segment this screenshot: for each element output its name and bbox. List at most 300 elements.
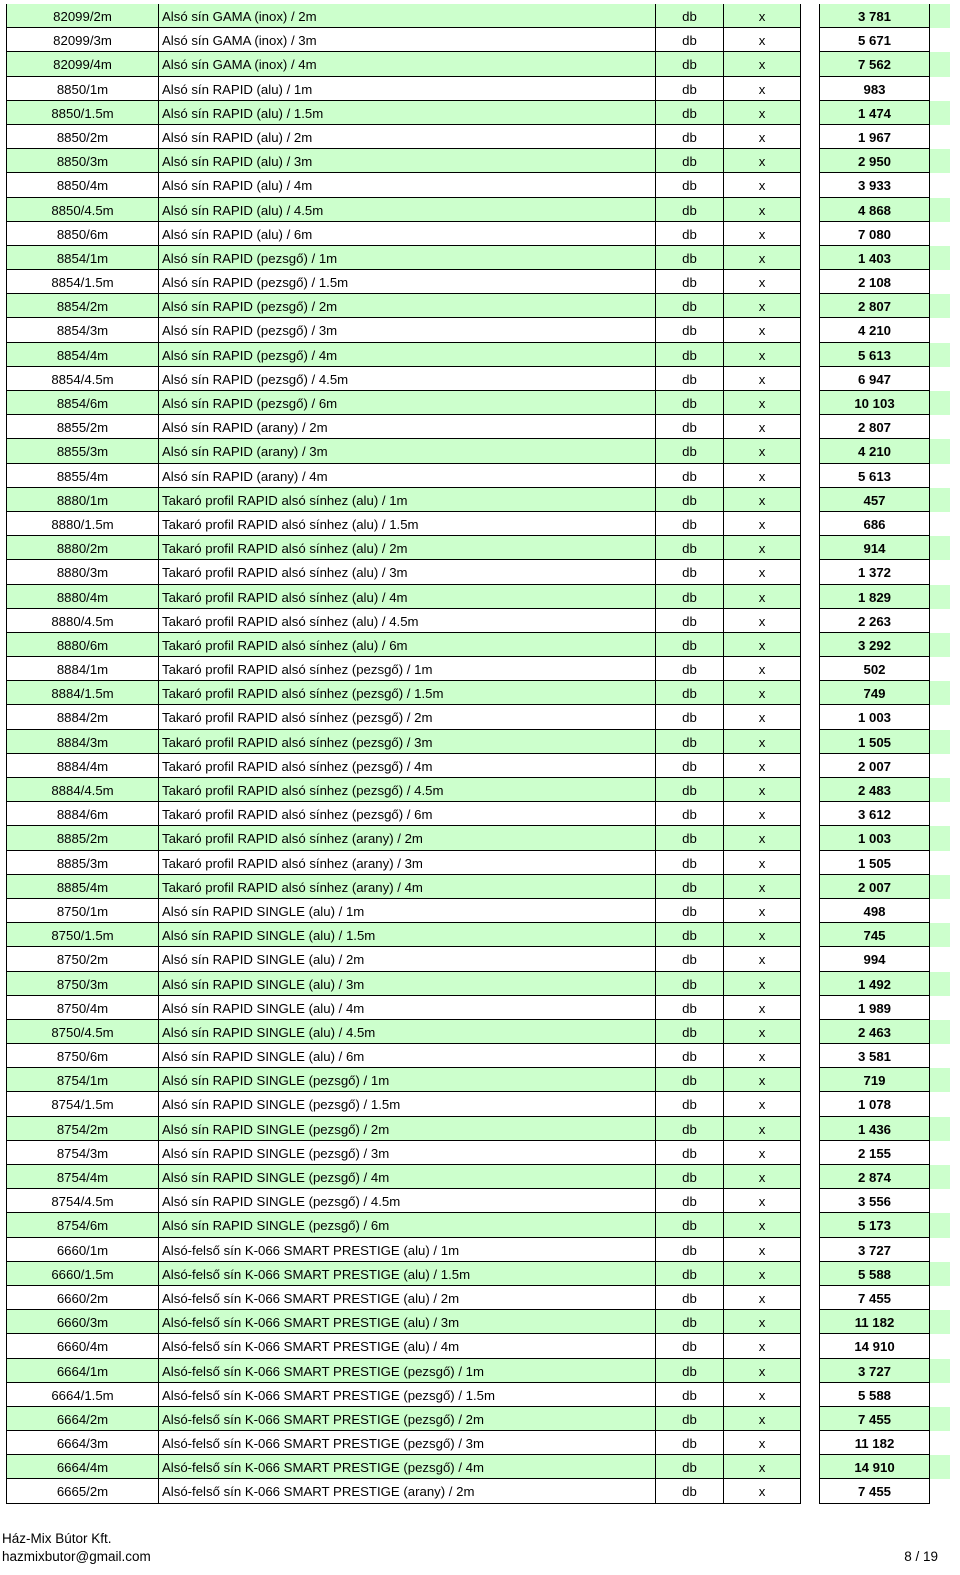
quantity-marker: x [724,222,801,246]
price: 1 436 [819,1117,930,1141]
product-code: 8850/1m [6,77,159,101]
product-name: Alsó sín RAPID (pezsgő) / 6m [159,391,656,415]
quantity-marker: x [724,101,801,125]
row-tail [930,488,950,512]
table-row [6,1310,950,1334]
quantity-marker: x [724,1238,801,1262]
row-tail [930,77,950,101]
unit: db [656,1262,724,1286]
price: 14 910 [819,1455,930,1479]
table-row [6,270,950,294]
table-row [6,681,950,705]
price: 1 505 [819,851,930,875]
price: 1 989 [819,996,930,1020]
product-code: 8854/1m [6,246,159,270]
product-name: Takaró profil RAPID alsó sínhez (alu) / 4m [159,585,656,609]
unit: db [656,391,724,415]
table-row [6,512,950,536]
price: 3 727 [819,1238,930,1262]
column-gap [801,173,819,197]
product-code: 6664/1.5m [6,1383,159,1407]
price: 2 007 [819,875,930,899]
quantity-marker: x [724,1117,801,1141]
price: 5 671 [819,28,930,52]
price: 1 505 [819,730,930,754]
table-row [6,1020,950,1044]
column-gap [801,270,819,294]
product-code: 6664/2m [6,1407,159,1431]
quantity-marker: x [724,318,801,342]
table-row [6,294,950,318]
quantity-marker: x [724,439,801,463]
quantity-marker: x [724,367,801,391]
column-gap [801,1068,819,1092]
product-name: Alsó sín GAMA (inox) / 2m [159,4,656,28]
quantity-marker: x [724,1141,801,1165]
product-code: 8854/4.5m [6,367,159,391]
price: 1 967 [819,125,930,149]
footer [2,1530,151,1566]
product-name: Takaró profil RAPID alsó sínhez (pezsgő) / 3m [159,730,656,754]
row-tail [930,681,950,705]
product-code: 8750/1.5m [6,923,159,947]
product-name: Alsó sín RAPID SINGLE (alu) / 1m [159,899,656,923]
row-tail [930,1262,950,1286]
table-row [6,1068,950,1092]
quantity-marker: x [724,198,801,222]
product-name: Alsó-felső sín K-066 SMART PRESTIGE (alu) / 3m [159,1310,656,1334]
product-name: Alsó sín GAMA (inox) / 4m [159,52,656,76]
price: 1 003 [819,705,930,729]
row-tail [930,149,950,173]
table-row [6,1189,950,1213]
company-email: hazmixbutor@gmail.com [2,1549,151,1564]
column-gap [801,1455,819,1479]
row-tail [930,923,950,947]
quantity-marker: x [724,28,801,52]
price: 3 933 [819,173,930,197]
table-row [6,1044,950,1068]
table-row [6,996,950,1020]
product-name: Alsó sín RAPID (alu) / 4m [159,173,656,197]
product-code: 8850/6m [6,222,159,246]
quantity-marker: x [724,1213,801,1237]
column-gap [801,899,819,923]
product-name: Alsó sín RAPID (arany) / 2m [159,415,656,439]
unit: db [656,1359,724,1383]
table-row [6,77,950,101]
column-gap [801,512,819,536]
price: 2 263 [819,609,930,633]
column-gap [801,996,819,1020]
product-code: 8885/3m [6,851,159,875]
row-tail [930,560,950,584]
quantity-marker: x [724,609,801,633]
quantity-marker: x [724,1092,801,1116]
table-row [6,439,950,463]
product-name: Alsó-felső sín K-066 SMART PRESTIGE (pezsgő) / 3m [159,1431,656,1455]
table-row [6,826,950,850]
row-tail [930,1213,950,1237]
price: 1 372 [819,560,930,584]
row-tail [930,754,950,778]
table-row [6,899,950,923]
column-gap [801,1286,819,1310]
unit: db [656,1189,724,1213]
quantity-marker: x [724,391,801,415]
column-gap [801,1213,819,1237]
quantity-marker: x [724,899,801,923]
unit: db [656,585,724,609]
product-code: 8750/3m [6,972,159,996]
product-code: 8754/3m [6,1141,159,1165]
table-row [6,1092,950,1116]
unit: db [656,198,724,222]
row-tail [930,1141,950,1165]
row-tail [930,222,950,246]
product-code: 6660/4m [6,1334,159,1358]
price: 5 588 [819,1262,930,1286]
quantity-marker: x [724,512,801,536]
unit: db [656,28,724,52]
unit: db [656,1141,724,1165]
unit: db [656,899,724,923]
product-code: 8750/1m [6,899,159,923]
price: 3 781 [819,4,930,28]
product-name: Alsó sín RAPID (pezsgő) / 1m [159,246,656,270]
column-gap [801,367,819,391]
table-row [6,657,950,681]
unit: db [656,1310,724,1334]
quantity-marker: x [724,802,801,826]
table-row [6,947,950,971]
table-row [6,246,950,270]
product-code: 8854/1.5m [6,270,159,294]
column-gap [801,1479,819,1503]
product-code: 8884/4.5m [6,778,159,802]
price: 4 210 [819,318,930,342]
product-code: 8884/1m [6,657,159,681]
quantity-marker: x [724,125,801,149]
table-row [6,1238,950,1262]
product-name: Alsó sín RAPID SINGLE (pezsgő) / 2m [159,1117,656,1141]
unit: db [656,1286,724,1310]
product-name: Alsó sín RAPID (arany) / 4m [159,464,656,488]
table-row [6,367,950,391]
product-name: Alsó sín RAPID SINGLE (pezsgő) / 3m [159,1141,656,1165]
row-tail [930,536,950,560]
price: 745 [819,923,930,947]
unit: db [656,754,724,778]
column-gap [801,923,819,947]
quantity-marker: x [724,1383,801,1407]
product-code: 8884/4m [6,754,159,778]
column-gap [801,28,819,52]
column-gap [801,488,819,512]
table-row [6,464,950,488]
unit: db [656,294,724,318]
product-code: 8854/2m [6,294,159,318]
row-tail [930,657,950,681]
price: 686 [819,512,930,536]
price: 3 581 [819,1044,930,1068]
row-tail [930,1068,950,1092]
price: 7 455 [819,1479,930,1503]
product-code: 8855/4m [6,464,159,488]
product-name: Alsó sín RAPID (pezsgő) / 2m [159,294,656,318]
row-tail [930,851,950,875]
row-tail [930,1359,950,1383]
table-row [6,705,950,729]
price: 1 403 [819,246,930,270]
product-name: Alsó sín RAPID (pezsgő) / 4.5m [159,367,656,391]
quantity-marker: x [724,1310,801,1334]
row-tail [930,1117,950,1141]
product-name: Alsó-felső sín K-066 SMART PRESTIGE (alu) / 1m [159,1238,656,1262]
table-row [6,4,950,28]
unit: db [656,875,724,899]
column-gap [801,125,819,149]
row-tail [930,1044,950,1068]
price: 2 463 [819,1020,930,1044]
price: 994 [819,947,930,971]
unit: db [656,802,724,826]
row-tail [930,246,950,270]
price: 1 474 [819,101,930,125]
product-code: 8754/4m [6,1165,159,1189]
unit: db [656,609,724,633]
column-gap [801,560,819,584]
row-tail [930,1479,950,1503]
quantity-marker: x [724,947,801,971]
product-code: 8855/2m [6,415,159,439]
row-tail [930,802,950,826]
quantity-marker: x [724,657,801,681]
unit: db [656,1068,724,1092]
price: 2 950 [819,149,930,173]
column-gap [801,657,819,681]
column-gap [801,1092,819,1116]
row-tail [930,294,950,318]
row-tail [930,1431,950,1455]
quantity-marker: x [724,560,801,584]
price: 1 492 [819,972,930,996]
row-tail [930,778,950,802]
row-tail [930,198,950,222]
product-name: Alsó sín RAPID SINGLE (pezsgő) / 1m [159,1068,656,1092]
product-code: 8854/6m [6,391,159,415]
product-name: Alsó-felső sín K-066 SMART PRESTIGE (pezsgő) / 1m [159,1359,656,1383]
product-name: Alsó-felső sín K-066 SMART PRESTIGE (arany) / 2m [159,1479,656,1503]
unit: db [656,851,724,875]
table-row [6,1383,950,1407]
table-row [6,1286,950,1310]
table-row [6,1407,950,1431]
table-row [6,1141,950,1165]
price: 4 868 [819,198,930,222]
product-name: Takaró profil RAPID alsó sínhez (arany) / 3m [159,851,656,875]
quantity-marker: x [724,1455,801,1479]
quantity-marker: x [724,149,801,173]
quantity-marker: x [724,415,801,439]
row-tail [930,415,950,439]
price: 498 [819,899,930,923]
table-row [6,125,950,149]
product-code: 6665/2m [6,1479,159,1503]
row-tail [930,101,950,125]
column-gap [801,1189,819,1213]
table-row [6,488,950,512]
unit: db [656,1044,724,1068]
product-name: Takaró profil RAPID alsó sínhez (pezsgő) / 4m [159,754,656,778]
row-tail [930,633,950,657]
unit: db [656,681,724,705]
product-name: Alsó sín RAPID (alu) / 6m [159,222,656,246]
unit: db [656,947,724,971]
product-code: 8754/1.5m [6,1092,159,1116]
row-tail [930,270,950,294]
unit: db [656,1213,724,1237]
product-code: 8854/3m [6,318,159,342]
unit: db [656,1479,724,1503]
quantity-marker: x [724,488,801,512]
column-gap [801,318,819,342]
product-name: Takaró profil RAPID alsó sínhez (alu) / 3m [159,560,656,584]
unit: db [656,1455,724,1479]
table-row [6,1431,950,1455]
product-code: 82099/4m [6,52,159,76]
product-code: 8850/4.5m [6,198,159,222]
unit: db [656,730,724,754]
product-name: Alsó sín RAPID SINGLE (pezsgő) / 4m [159,1165,656,1189]
product-code: 6660/1.5m [6,1262,159,1286]
table-row [6,343,950,367]
table-row [6,778,950,802]
column-gap [801,730,819,754]
product-name: Alsó sín RAPID (arany) / 3m [159,439,656,463]
table-row [6,609,950,633]
price: 457 [819,488,930,512]
unit: db [656,778,724,802]
price: 7 562 [819,52,930,76]
table-row [6,972,950,996]
row-tail [930,1455,950,1479]
product-name: Alsó sín RAPID (alu) / 2m [159,125,656,149]
row-tail [930,464,950,488]
product-name: Alsó sín RAPID (alu) / 4.5m [159,198,656,222]
column-gap [801,294,819,318]
product-name: Takaró profil RAPID alsó sínhez (alu) / 4.5m [159,609,656,633]
quantity-marker: x [724,754,801,778]
row-tail [930,1310,950,1334]
price: 502 [819,657,930,681]
product-name: Alsó sín RAPID (alu) / 1m [159,77,656,101]
table-row [6,173,950,197]
column-gap [801,947,819,971]
row-tail [930,1334,950,1358]
product-code: 8850/1.5m [6,101,159,125]
product-code: 6660/1m [6,1238,159,1262]
table-row [6,28,950,52]
row-tail [930,439,950,463]
product-code: 8884/6m [6,802,159,826]
unit: db [656,996,724,1020]
product-code: 8880/2m [6,536,159,560]
quantity-marker: x [724,464,801,488]
price: 6 947 [819,367,930,391]
product-name: Alsó sín RAPID (pezsgő) / 3m [159,318,656,342]
product-code: 6660/3m [6,1310,159,1334]
quantity-marker: x [724,705,801,729]
unit: db [656,1238,724,1262]
table-row [6,1262,950,1286]
row-tail [930,875,950,899]
column-gap [801,101,819,125]
product-code: 8880/3m [6,560,159,584]
quantity-marker: x [724,1020,801,1044]
product-name: Takaró profil RAPID alsó sínhez (arany) / 4m [159,875,656,899]
product-name: Alsó sín RAPID SINGLE (alu) / 6m [159,1044,656,1068]
price: 2 807 [819,294,930,318]
product-name: Alsó-felső sín K-066 SMART PRESTIGE (pezsgő) / 2m [159,1407,656,1431]
column-gap [801,851,819,875]
unit: db [656,512,724,536]
column-gap [801,681,819,705]
row-tail [930,1020,950,1044]
row-tail [930,705,950,729]
product-name: Alsó-felső sín K-066 SMART PRESTIGE (pezsgő) / 1.5m [159,1383,656,1407]
column-gap [801,439,819,463]
unit: db [656,1117,724,1141]
unit: db [656,270,724,294]
unit: db [656,77,724,101]
unit: db [656,1092,724,1116]
product-code: 8880/4.5m [6,609,159,633]
column-gap [801,52,819,76]
price: 2 155 [819,1141,930,1165]
column-gap [801,705,819,729]
quantity-marker: x [724,1068,801,1092]
quantity-marker: x [724,972,801,996]
row-tail [930,4,950,28]
table-row [6,1213,950,1237]
row-tail [930,996,950,1020]
product-name: Takaró profil RAPID alsó sínhez (pezsgő) / 1.5m [159,681,656,705]
unit: db [656,972,724,996]
row-tail [930,1407,950,1431]
row-tail [930,1092,950,1116]
unit: db [656,1334,724,1358]
unit: db [656,1165,724,1189]
product-name: Takaró profil RAPID alsó sínhez (alu) / 1.5m [159,512,656,536]
column-gap [801,633,819,657]
column-gap [801,1020,819,1044]
product-code: 6660/2m [6,1286,159,1310]
column-gap [801,826,819,850]
column-gap [801,585,819,609]
product-name: Takaró profil RAPID alsó sínhez (pezsgő) / 2m [159,705,656,729]
product-code: 8884/2m [6,705,159,729]
row-tail [930,173,950,197]
table-row [6,560,950,584]
row-tail [930,52,950,76]
product-name: Alsó sín RAPID (alu) / 1.5m [159,101,656,125]
row-tail [930,972,950,996]
row-tail [930,28,950,52]
price: 7 455 [819,1407,930,1431]
product-code: 8850/3m [6,149,159,173]
unit: db [656,464,724,488]
